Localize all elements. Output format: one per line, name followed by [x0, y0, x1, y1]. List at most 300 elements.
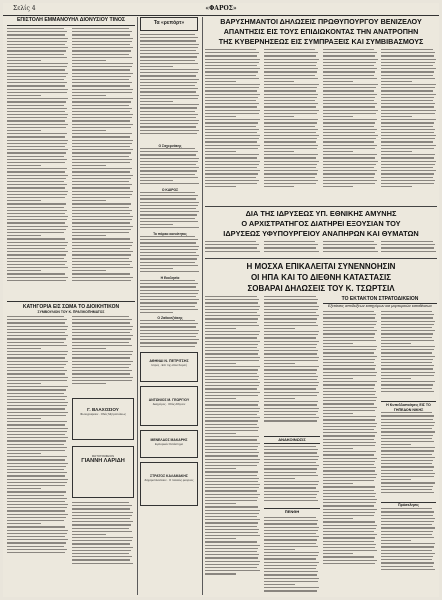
text-line: [72, 559, 130, 560]
text-line: [72, 66, 132, 67]
text-line: [140, 170, 197, 171]
text-line: [205, 116, 236, 117]
text-line: [140, 252, 196, 253]
text-line: [264, 571, 318, 572]
text-line: [323, 483, 353, 484]
text-line: [264, 523, 317, 524]
text-line: [140, 323, 198, 324]
text-line: [264, 558, 316, 559]
text-line: [72, 194, 132, 195]
text-line: [264, 177, 315, 178]
text-line: [205, 513, 259, 514]
text-line: [323, 52, 377, 53]
text-line: [72, 213, 130, 214]
text-line: [7, 261, 67, 262]
text-line: [323, 170, 378, 171]
text-line: [323, 426, 376, 427]
text-line: [7, 264, 65, 265]
text-line: [323, 167, 375, 168]
text-line: [7, 338, 66, 339]
text-line: [205, 404, 258, 405]
text-line: [7, 79, 64, 80]
text-line: [7, 197, 65, 198]
text-line: [381, 492, 434, 493]
text-line: [72, 143, 132, 144]
text-line: [323, 461, 375, 462]
text-line: [72, 41, 132, 42]
text-line: [381, 126, 432, 127]
col1-ad1-title: Γ. ΒΛΑΧΟΣΙΟΥ: [87, 407, 119, 412]
text-line: [7, 114, 68, 115]
text-line: [264, 373, 316, 374]
text-line: [72, 108, 132, 109]
text-line: [264, 90, 316, 91]
text-line: [205, 186, 236, 187]
text-line: [7, 361, 68, 362]
text-line: [381, 486, 433, 487]
col1-subhead-2: ΣΥΜΒΟΥΛΙΟΝ ΤΟΥ Κ. ΠΡΑΞΙΚΟΠΗΜΑΤΟΣ: [37, 310, 105, 314]
text-line: [72, 242, 133, 243]
text-line: [72, 547, 133, 548]
text-line: [323, 122, 376, 123]
col1-ad-vlachosiou: [72, 398, 134, 440]
text-line: [264, 385, 318, 386]
text-line: [381, 151, 412, 152]
text-line: [264, 344, 317, 345]
text-line: [7, 501, 65, 502]
text-line: [7, 431, 67, 432]
text-line: [264, 110, 319, 111]
text-line: [264, 55, 316, 56]
text-line: [264, 382, 319, 383]
col2-ad4-sub: Ζαχαροπλαστείον · Ο παλαιός φούρνος: [144, 478, 194, 482]
text-line: [264, 106, 316, 107]
text-line: [72, 38, 133, 39]
text-line: [381, 391, 434, 392]
text-line: [264, 539, 317, 540]
text-line: [205, 122, 258, 123]
text-line: [140, 286, 196, 287]
text-line: [205, 500, 257, 501]
text-line: [72, 322, 130, 323]
text-line: [7, 194, 67, 195]
text-line: [205, 369, 258, 370]
text-line: [205, 106, 257, 107]
text-line: [7, 380, 67, 381]
text-line: [205, 344, 258, 345]
text-line: [7, 232, 64, 233]
text-line: [323, 180, 377, 181]
lower-c-text-1: [323, 311, 378, 579]
text-line: [381, 311, 432, 312]
text-line: [205, 49, 256, 50]
text-line: [381, 450, 434, 451]
text-line: [264, 587, 319, 588]
text-line: [205, 296, 257, 297]
text-line: [205, 526, 257, 527]
text-line: [7, 200, 41, 201]
col1-ad2-name: ΓΙΑΝΝΗ ΛΑΡΙΔΗ: [81, 458, 125, 465]
text-line: [323, 375, 376, 376]
text-line: [72, 380, 132, 381]
text-line: [72, 130, 106, 131]
text-line: [381, 71, 434, 72]
text-line: [264, 180, 318, 181]
text-line: [7, 546, 64, 547]
second-story: [205, 209, 437, 257]
text-line: [323, 317, 375, 318]
text-line: [7, 316, 64, 317]
text-line: [323, 400, 376, 401]
text-line: [72, 101, 131, 102]
text-line: [381, 527, 435, 528]
text-line: [72, 146, 130, 147]
text-line: [264, 322, 316, 323]
text-line: [72, 178, 131, 179]
text-line: [140, 280, 195, 281]
text-line: [7, 120, 65, 121]
text-line: [7, 348, 41, 349]
text-line: [381, 94, 436, 95]
top-text-2: [264, 49, 320, 199]
text-line: [264, 135, 319, 136]
text-line: [72, 251, 133, 252]
text-line: [381, 454, 432, 455]
text-line: [72, 364, 131, 365]
text-line: [205, 529, 259, 530]
text-line: [264, 151, 295, 152]
text-line: [140, 98, 198, 99]
text-line: [72, 258, 129, 259]
text-line: [205, 126, 256, 127]
text-line: [381, 384, 433, 385]
text-line: [323, 333, 375, 334]
text-line: [140, 154, 196, 155]
text-line: [205, 97, 258, 98]
text-line: [7, 456, 67, 457]
text-line: [205, 100, 256, 101]
text-line: [7, 466, 66, 467]
text-line: [323, 534, 377, 535]
text-line: [7, 34, 65, 35]
text-line: [323, 416, 376, 417]
text-line: [323, 445, 375, 446]
text-line: [323, 435, 375, 436]
text-line: [7, 108, 67, 109]
text-line: [323, 84, 378, 85]
col1-text-a: [7, 28, 69, 298]
text-line: [7, 210, 67, 211]
text-line: [7, 354, 67, 355]
text-line: [72, 184, 132, 185]
text-line: [381, 241, 432, 242]
text-line: [381, 333, 433, 334]
text-line: [323, 177, 374, 178]
text-line: [381, 518, 435, 519]
text-line: [205, 490, 257, 491]
lower-col-c: [323, 296, 437, 595]
text-line: [7, 235, 41, 236]
text-line: [7, 165, 41, 166]
text-line: [7, 254, 66, 255]
text-line: [381, 157, 433, 158]
text-line: [264, 173, 317, 174]
text-line: [264, 350, 318, 351]
text-line: [7, 364, 66, 365]
text-line: [72, 124, 133, 125]
text-line: [7, 351, 68, 352]
text-line: [381, 553, 435, 554]
text-line: [205, 468, 236, 469]
text-line: [7, 175, 68, 176]
lower-heading-stratodikeion-sub: Εξετάσεις αποδείξεων κατηγόρων και μαρτυρικών καταθέσεων: [327, 304, 433, 308]
text-line: [7, 520, 64, 521]
text-line: [264, 241, 315, 242]
third-headline-3: ΣΟΒΑΡΑΙ ΔΗΛΩΣΕΙΣ ΤΟΥ Κ. ΤΣΩΡΤΣΙΛ: [247, 284, 395, 293]
text-line: [323, 458, 377, 459]
text-line: [381, 415, 434, 416]
text-line: [72, 543, 130, 544]
text-line: [72, 219, 132, 220]
text-line: [205, 433, 236, 434]
text-line: [323, 330, 377, 331]
text-line: [323, 340, 376, 341]
text-line: [323, 486, 375, 487]
text-line: [381, 119, 436, 120]
text-line: [264, 116, 295, 117]
text-line: [323, 126, 374, 127]
text-line: [264, 306, 319, 307]
text-line: [140, 56, 197, 57]
text-line: [381, 460, 433, 461]
col2-text-b: [140, 148, 200, 188]
text-line: [264, 581, 318, 582]
text-line: [72, 563, 133, 564]
text-line: [264, 302, 317, 303]
text-line: [264, 366, 319, 367]
text-line: [323, 454, 374, 455]
text-line: [381, 337, 432, 338]
third-headline-1: Η ΜΟΣΧΑ ΕΠΙΚΑΛΕΙΤΑΙ ΣΥΝΕΝΝΟΗΣΙΝ: [246, 262, 396, 271]
text-line: [7, 498, 67, 499]
col2-subhead-2: Ο ΚΑΙΡΟΣ: [161, 188, 179, 192]
text-line: [264, 392, 319, 393]
text-line: [381, 340, 434, 341]
text-line: [381, 362, 432, 363]
text-line: [323, 515, 374, 516]
text-line: [205, 148, 258, 149]
text-line: [323, 544, 376, 545]
text-line: [72, 181, 129, 182]
col2-ad1-title: ΑΘΗΝΑΙ Ν. ΠΕΤΡΙΤΣΗΣ: [149, 359, 189, 363]
text-line: [205, 427, 259, 428]
text-line: [205, 459, 260, 460]
text-line: [7, 322, 65, 323]
text-line: [264, 462, 316, 463]
text-line: [72, 120, 130, 121]
text-line: [72, 57, 132, 58]
text-line: [205, 59, 260, 60]
text-line: [381, 511, 434, 512]
text-line: [72, 540, 132, 541]
col1-text-d: [72, 316, 134, 394]
text-line: [7, 326, 68, 327]
text-line: [72, 152, 131, 153]
text-line: [205, 84, 260, 85]
text-line: [205, 312, 257, 313]
text-line: [323, 324, 376, 325]
text-line: [72, 261, 132, 262]
text-line: [205, 135, 260, 136]
col2-ad4-title: ΣΤΡΑΤΟΣ ΚΑΛΑΜΑΚΗΣ: [150, 474, 188, 478]
text-line: [381, 251, 436, 252]
lower-b-text-2: [264, 446, 320, 506]
text-line: [205, 436, 259, 437]
text-line: [7, 542, 66, 543]
text-line: [140, 246, 199, 247]
text-line: [140, 120, 199, 121]
rule-top-story: [205, 206, 437, 207]
text-line: [264, 404, 317, 405]
text-line: [323, 378, 353, 379]
text-line: [7, 357, 65, 358]
text-line: [7, 159, 67, 160]
text-line: [381, 368, 433, 369]
page-header: [3, 3, 439, 16]
newspaper-page: [3, 3, 439, 597]
text-line: [323, 55, 375, 56]
text-line: [140, 47, 198, 48]
text-line: [381, 81, 412, 82]
text-line: [72, 518, 130, 519]
lower-heading-announcement: ΑΝΑΚΟΙΝΩΣΙΣ: [264, 436, 320, 444]
text-line: [205, 446, 258, 447]
col2-ad-kalamakis: [140, 462, 198, 506]
text-line: [381, 75, 432, 76]
text-line: [323, 161, 378, 162]
text-line: [264, 347, 316, 348]
text-line: [264, 157, 316, 158]
text-line: [72, 319, 132, 320]
text-line: [205, 75, 256, 76]
text-line: [264, 325, 318, 326]
text-line: [323, 247, 375, 248]
text-line: [323, 362, 374, 363]
text-line: [205, 71, 258, 72]
text-line: [381, 349, 434, 350]
text-line: [323, 448, 353, 449]
col2-ad-petritsis: [140, 352, 198, 382]
lower-col-b: [264, 296, 320, 595]
text-line: [140, 271, 199, 272]
text-line: [323, 397, 377, 398]
text-line: [7, 85, 65, 86]
text-line: [140, 283, 198, 284]
text-line: [205, 180, 259, 181]
text-line: [264, 543, 316, 544]
text-line: [140, 148, 195, 149]
text-line: [7, 89, 68, 90]
text-line: [7, 41, 67, 42]
col2-ad-makaris: [140, 430, 198, 458]
text-line: [205, 360, 259, 361]
text-line: [381, 62, 435, 63]
text-line: [264, 299, 318, 300]
text-line: [72, 254, 131, 255]
text-line: [72, 140, 133, 141]
text-line: [72, 245, 132, 246]
text-line: [323, 432, 377, 433]
text-line: [381, 543, 435, 544]
text-line: [72, 235, 106, 236]
second-text-2: [264, 241, 320, 255]
text-line: [264, 565, 317, 566]
text-line: [72, 553, 129, 554]
text-line: [7, 136, 65, 137]
text-line: [323, 451, 376, 452]
text-line: [323, 563, 375, 564]
text-line: [7, 44, 65, 45]
text-line: [72, 273, 130, 274]
text-line: [323, 541, 374, 542]
text-line: [323, 553, 353, 554]
text-line: [72, 332, 130, 333]
text-line: [205, 414, 257, 415]
text-line: [264, 296, 316, 297]
text-line: [205, 564, 259, 565]
text-line: [381, 97, 434, 98]
text-line: [205, 494, 260, 495]
text-line: [381, 425, 434, 426]
text-line: [72, 149, 133, 150]
text-line: [205, 151, 236, 152]
text-line: [381, 148, 434, 149]
text-line: [72, 229, 131, 230]
text-line: [72, 156, 129, 157]
text-line: [7, 219, 67, 220]
text-line: [7, 367, 64, 368]
text-line: [7, 171, 65, 172]
lower-c-text-3: [381, 412, 436, 502]
text-line: [7, 408, 65, 409]
text-line: [264, 401, 318, 402]
text-line: [264, 552, 319, 553]
text-line: [205, 567, 257, 568]
text-line: [72, 117, 132, 118]
text-line: [7, 450, 65, 451]
text-line: [264, 468, 317, 469]
text-line: [323, 518, 353, 519]
text-line: [205, 411, 259, 412]
text-line: [381, 562, 434, 563]
text-line: [72, 329, 132, 330]
col2-ad3-sub: Εμπορικόν Κατάστημα: [155, 442, 183, 446]
text-line: [7, 415, 66, 416]
text-line: [72, 528, 129, 529]
text-line: [7, 485, 65, 486]
col2-text-e: [140, 280, 200, 316]
text-line: [381, 534, 432, 535]
text-line: [72, 89, 133, 90]
text-line: [140, 167, 199, 168]
text-line: [264, 78, 318, 79]
text-line: [205, 471, 258, 472]
text-line: [381, 375, 434, 376]
text-line: [7, 332, 65, 333]
text-line: [323, 337, 374, 338]
text-line: [323, 75, 374, 76]
text-line: [72, 248, 130, 249]
